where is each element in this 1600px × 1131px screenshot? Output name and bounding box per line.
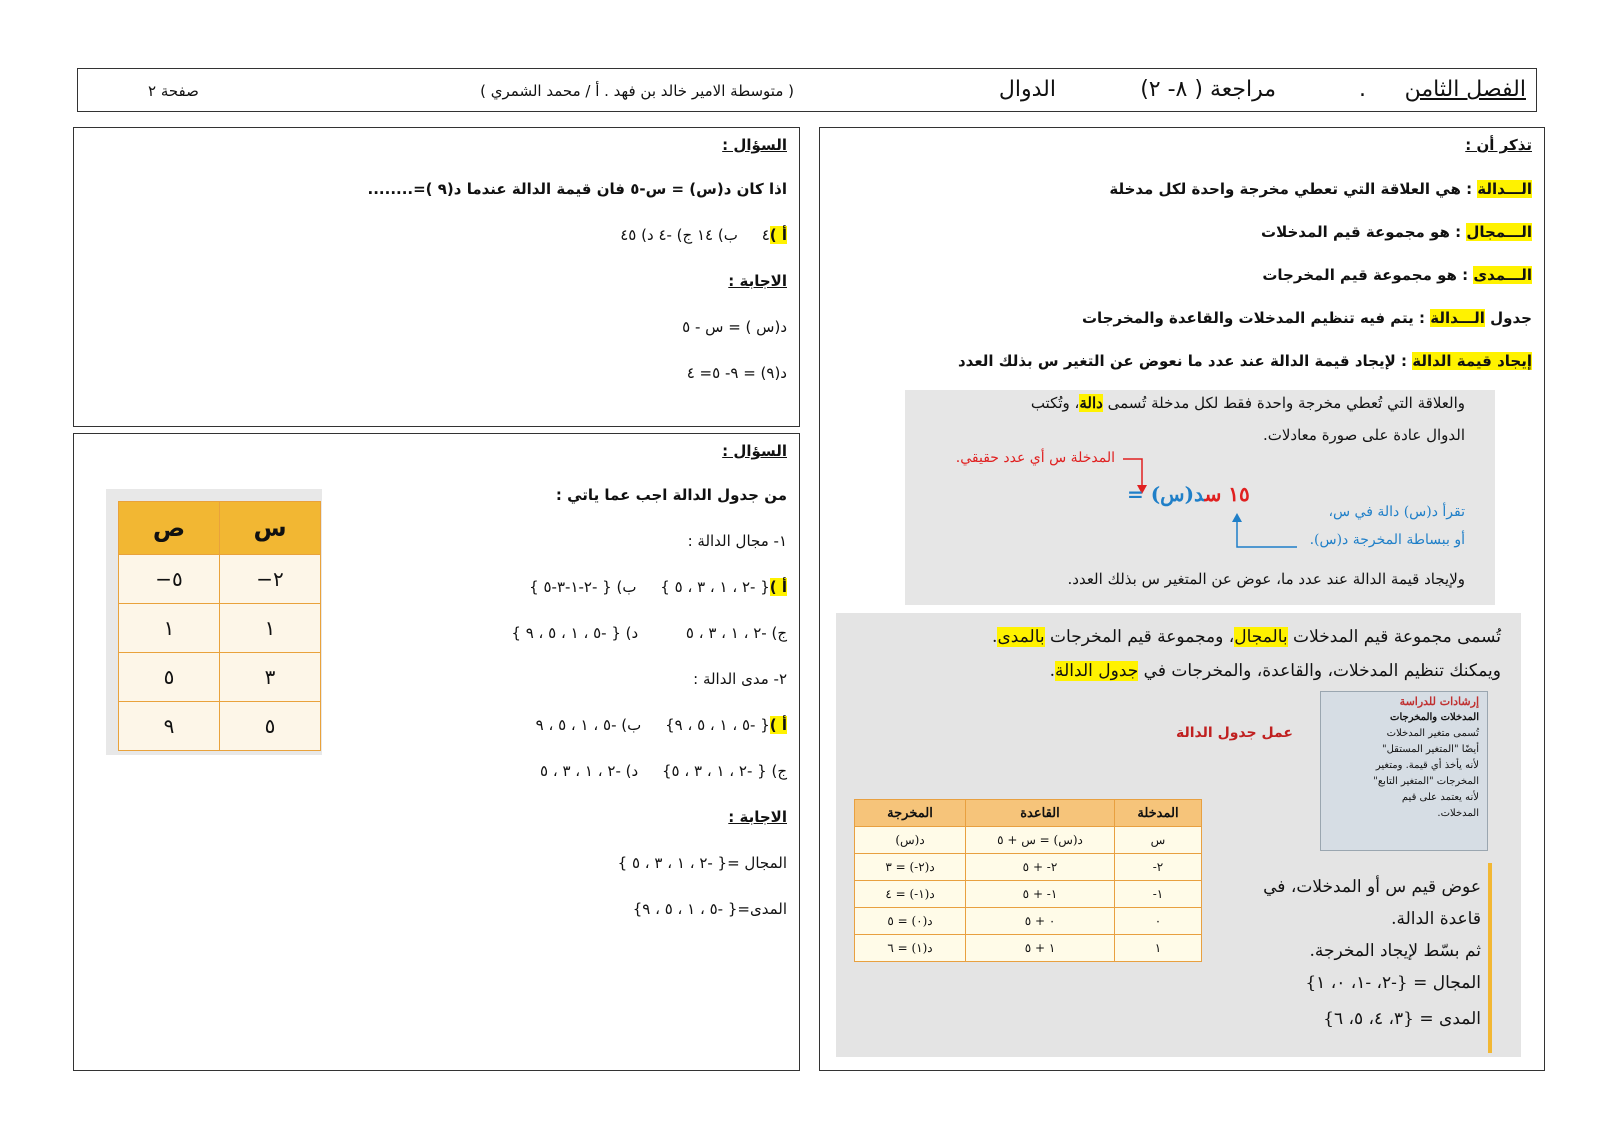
table-row <box>855 935 1202 962</box>
cell: ٣ <box>220 653 321 702</box>
cell: ٢− <box>220 555 321 604</box>
cell: ١- + ٥ <box>966 881 1115 908</box>
guide-line: تُسمى متغير المدخلات <box>1386 728 1479 739</box>
table-row <box>119 653 321 702</box>
q2-part1-choices-cd: ج) -٢ ، ١ ، ٣ ، ٥ د) { -٥ ، ١ ، ٥ ، ٩ } <box>511 624 787 642</box>
q2-answer-title: الاجابة : <box>728 808 787 826</box>
header-dot: . <box>1359 77 1366 102</box>
q2-part-2: ٢- مدى الدالة : <box>693 670 787 688</box>
cell: ٢- + ٥ <box>966 854 1115 881</box>
function-table <box>854 799 1202 962</box>
cell: د(١) = ٦ <box>855 935 966 962</box>
table-row <box>855 854 1202 881</box>
cell: ١ <box>220 604 321 653</box>
remember-title: تذكر أن : <box>1465 136 1532 154</box>
q2-part-1: ١- مجال الدالة : <box>687 532 787 550</box>
q2-answer-range: المدى={ -٥ ، ١ ، ٥ ، ٩} <box>632 900 787 918</box>
col-rule: القاعدة <box>966 800 1115 827</box>
make-table-heading: عمل جدول الدالة <box>1176 725 1293 741</box>
xy-table <box>118 501 321 751</box>
guide-line: أيضًا "المتغير المستقل" <box>1382 744 1479 755</box>
page-number: صفحة ٢ <box>148 82 199 100</box>
book2-line2: ويمكنك تنظيم المدخلات، والقاعدة، والمخرجات في جدول الدالة. <box>1049 661 1501 681</box>
cell: د(١-) = ٤ <box>855 881 966 908</box>
read-note-2: أو ببساطة المخرجة د(س). <box>1309 532 1465 548</box>
q1-answer-title: الاجابة : <box>728 272 787 290</box>
cell: ٥− <box>119 555 220 604</box>
table-row <box>855 827 1202 854</box>
question-1-box <box>73 127 800 427</box>
side-accent-bar <box>1488 863 1492 1053</box>
cell: ٢- <box>1115 854 1202 881</box>
definition-function-table: جدول الـــدالة : يتم فيه تنظيم المدخلات والقاعدة والمخرجات <box>1081 309 1532 327</box>
guide-line: لأنه يعتمد على قيم <box>1401 792 1479 803</box>
guide-line: المدخلات والمخرجات <box>1390 712 1479 723</box>
table-header-row <box>855 800 1202 827</box>
function-formula: ١٥ سد(س) = <box>1127 482 1250 506</box>
xy-table-image <box>106 489 322 755</box>
definition-range: الـــمدى : هو مجموعة قيم المخرجات <box>1262 266 1532 284</box>
study-guide-box <box>1320 691 1488 851</box>
col-y: ص <box>119 502 220 555</box>
guide-line: المخرجات "المتغير التابع" <box>1373 776 1479 787</box>
q2-title: السؤال : <box>722 442 787 460</box>
read-note-1: تقرأ د(س) دالة في س، <box>1328 504 1465 520</box>
table-row <box>119 702 321 751</box>
cell: ١ <box>1115 935 1202 962</box>
page-header <box>77 68 1537 112</box>
cell: ٥ <box>119 653 220 702</box>
book1-line1: والعلاقة التي تُعطي مخرجة واحدة فقط لكل مدخلة تُسمى دالة، وتُكتب <box>1030 394 1465 412</box>
school-name: ( متوسطة الامير خالد بن فهد . أ / محمد الشمري ) <box>480 82 794 100</box>
q2-question: من جدول الدالة اجب عما ياتي : <box>555 486 787 504</box>
cell: ١ + ٥ <box>966 935 1115 962</box>
book2-line1: تُسمى مجموعة قيم المدخلات بالمجال، ومجموعة قيم المخرجات بالمدى. <box>992 627 1501 647</box>
chapter-title: الفصل الثامن <box>1404 77 1526 102</box>
side-range: المدى = {٣، ٤، ٥، ٦} <box>1323 1009 1481 1029</box>
cell: د(٢-) = ٣ <box>855 854 966 881</box>
col-x: س <box>220 502 321 555</box>
review-label: مراجعة ( ٨- ٢) <box>1140 77 1276 102</box>
definition-evaluate: إيجاد قيمة الدالة : لإيجاد قيمة الدالة عند عدد ما نعوض عن التغير س بذلك العدد <box>957 352 1532 370</box>
guide-title: إرشادات للدراسة <box>1399 695 1479 708</box>
cell: ١ <box>119 604 220 653</box>
col-input: المدخلة <box>1115 800 1202 827</box>
side-note-1: عوض قيم س أو المدخلات، في <box>1263 877 1481 897</box>
xy-header-row <box>119 502 321 555</box>
side-note-2: قاعدة الدالة. <box>1391 909 1481 929</box>
q1-title: السؤال : <box>722 136 787 154</box>
table-row <box>119 604 321 653</box>
q1-answer-line-1: د(س ) = س - ٥ <box>682 318 787 336</box>
book1-line2: الدوال عادة على صورة معادلات. <box>1262 426 1465 444</box>
book1-last-line: ولإيجاد قيمة الدالة عند عدد ما، عوض عن المتغير س بذلك العدد. <box>1067 570 1465 588</box>
table-row <box>855 881 1202 908</box>
cell: د(س) = س + ٥ <box>966 827 1115 854</box>
q2-part1-choices-ab: أ ){ -٢ ، ١ ، ٣ ، ٥ } ب) { -٢-١-٣-٥ } <box>529 578 787 596</box>
cell: ٠ <box>1115 908 1202 935</box>
definition-function: الـــدالة : هي العلاقة التي تعطي مخرجة واحدة لكل مدخلة <box>1109 180 1532 198</box>
q2-answer-domain: المجال ={ -٢ ، ١ ، ٣ ، ٥ } <box>617 854 787 872</box>
cell: د(٠) = ٥ <box>855 908 966 935</box>
cell: د(س) <box>855 827 966 854</box>
side-note-3: ثم بسّط لإيجاد المخرجة. <box>1309 941 1481 961</box>
q2-part2-choices-cd: ج) { -٢ ، ١ ، ٣ ، ٥} د) -٢ ، ١ ، ٣ ، ٥ <box>540 762 787 780</box>
guide-line: المدخلات. <box>1437 808 1479 819</box>
textbook-excerpt-domain-range <box>836 613 1521 1057</box>
q2-part2-choices-ab: أ ){ -٥ ، ١ ، ٥ ، ٩} ب) -٥ ، ١ ، ٥ ، ٩ <box>535 716 787 734</box>
q1-question: اذا كان د(س) = س-٥ فان قيمة الدالة عندما د(٩ )=........ <box>367 180 787 198</box>
guide-line: لأنه يأخذ أي قيمة. ومتغير <box>1375 760 1479 771</box>
col-output: المخرجة <box>855 800 966 827</box>
q1-answer-line-2: د(٩) = ٩- ٥= ٤ <box>686 364 787 382</box>
cell: ٩ <box>119 702 220 751</box>
table-row <box>119 555 321 604</box>
cell: س <box>1115 827 1202 854</box>
cell: ٥ <box>220 702 321 751</box>
input-note: المدخلة س أي عدد حقيقي. <box>955 450 1115 466</box>
table-row <box>855 908 1202 935</box>
q1-choices: أ )٤ ب) ١٤ ج) -٤ د) ٤٥ <box>620 226 787 244</box>
cell: ١- <box>1115 881 1202 908</box>
definition-domain: الـــمجال : هو مجموعة قيم المدخلات <box>1261 223 1532 241</box>
cell: ٠ + ٥ <box>966 908 1115 935</box>
textbook-excerpt-function <box>905 390 1495 605</box>
topic-title: الدوال <box>998 77 1056 102</box>
side-domain: المجال = {-٢، -١، ٠، ١} <box>1305 973 1481 993</box>
